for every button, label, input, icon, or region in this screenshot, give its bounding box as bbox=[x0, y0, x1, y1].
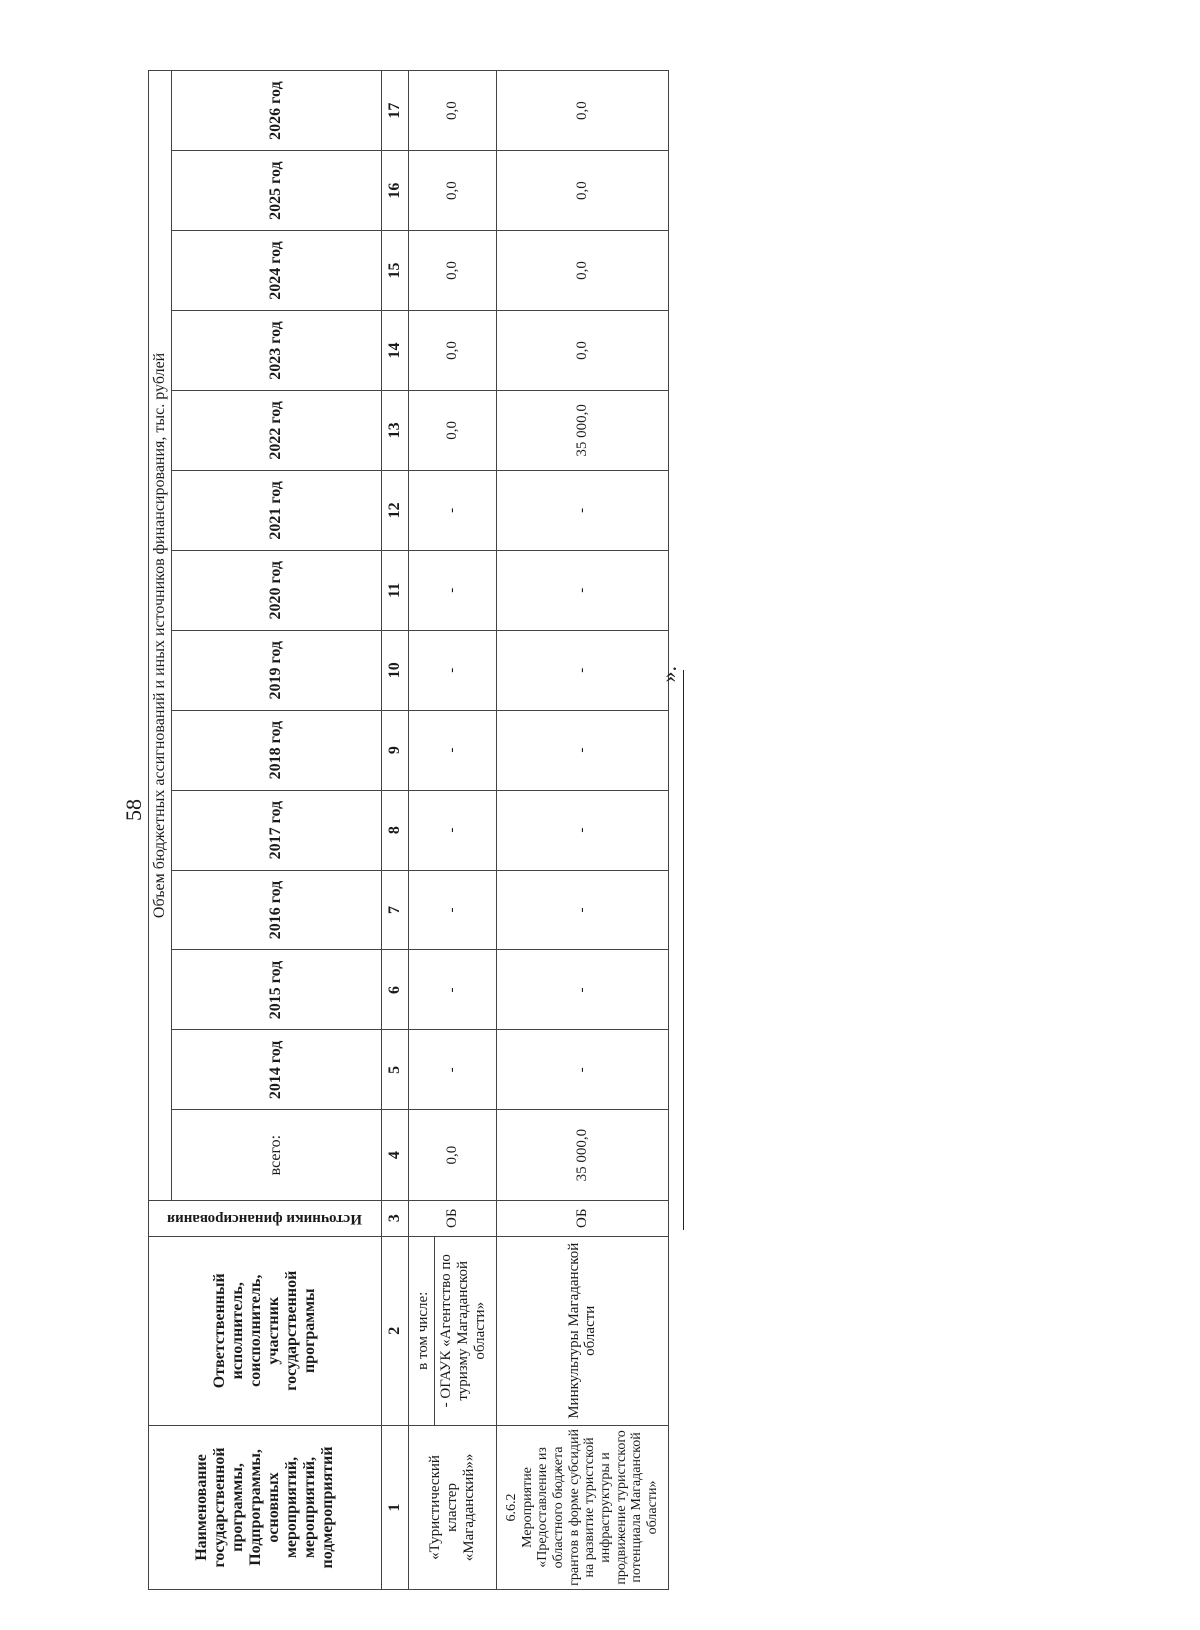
row-value: - bbox=[408, 630, 496, 710]
row-value: 0,0 bbox=[496, 151, 668, 231]
header-year: 2016 год bbox=[171, 870, 381, 950]
row-value: 35 000,0 bbox=[496, 390, 668, 470]
table-row bbox=[408, 71, 496, 1590]
row-value: - bbox=[408, 470, 496, 550]
column-number: 9 bbox=[381, 710, 408, 790]
budget-table bbox=[148, 70, 669, 1590]
column-number: 15 bbox=[381, 231, 408, 311]
closing-quote: ». bbox=[656, 666, 681, 683]
header-year: 2014 год bbox=[171, 1030, 381, 1110]
header-row-1 bbox=[149, 71, 172, 1590]
row-name: «Туристический кластер «Магаданский»» bbox=[408, 1425, 496, 1589]
row-total: 0,0 bbox=[408, 1110, 496, 1200]
table-row bbox=[496, 71, 668, 1590]
row-total: 35 000,0 bbox=[496, 1110, 668, 1200]
page-number: 58 bbox=[121, 799, 146, 821]
column-number: 11 bbox=[381, 550, 408, 630]
row-value: - bbox=[496, 870, 668, 950]
header-year: 2017 год bbox=[171, 790, 381, 870]
header-source: Источники финансирования bbox=[167, 1210, 363, 1227]
column-number: 14 bbox=[381, 311, 408, 391]
row-value: 0,0 bbox=[496, 231, 668, 311]
row-value: - bbox=[496, 1030, 668, 1110]
column-number: 8 bbox=[381, 790, 408, 870]
header-name: Наименование государственной программы, Подпрограммы, основных мероприятий, мероприятий, подмероприятий bbox=[149, 1425, 382, 1589]
row-name: Мероприятие «Предоставление из областного бюджета грантов в форме субсидий на развитие туристской инфраструктуры и продвижение туристского потенциала Магаданской области» bbox=[519, 1429, 661, 1586]
header-volume: Объем бюджетных ассигнований и иных источников финансирования, тыс. рублей bbox=[149, 71, 172, 1201]
column-number: 6 bbox=[381, 950, 408, 1030]
column-number: 2 bbox=[381, 1236, 408, 1425]
header-source-cell bbox=[149, 1200, 382, 1236]
row-source: ОБ bbox=[408, 1200, 496, 1236]
column-number: 10 bbox=[381, 630, 408, 710]
header-year: 2026 год bbox=[171, 71, 381, 151]
closing-rule bbox=[683, 670, 684, 1230]
header-year: 2021 год bbox=[171, 470, 381, 550]
row-value: - bbox=[496, 790, 668, 870]
row-value: - bbox=[408, 710, 496, 790]
header-executor: Ответственный исполнитель, соисполнитель, участник государственной программы bbox=[149, 1236, 382, 1425]
column-number: 4 bbox=[381, 1110, 408, 1200]
closing-line-block bbox=[656, 666, 684, 1230]
column-numbers-row bbox=[381, 71, 408, 1590]
header-year: 2019 год bbox=[171, 630, 381, 710]
row-value: 0,0 bbox=[408, 390, 496, 470]
header-year: 2024 год bbox=[171, 231, 381, 311]
row-executor: - ОГАУК «Агентство по туризму Магаданской области» bbox=[438, 1254, 488, 1408]
rotated-page bbox=[120, 30, 680, 1590]
row-name-cell bbox=[496, 1425, 668, 1589]
row-value: - bbox=[496, 630, 668, 710]
row-source: ОБ bbox=[496, 1200, 668, 1236]
row-executor-cell bbox=[408, 1236, 496, 1425]
column-number: 7 bbox=[381, 870, 408, 950]
row-value: 0,0 bbox=[408, 151, 496, 231]
header-total: всего: bbox=[171, 1110, 381, 1200]
row-value: - bbox=[408, 550, 496, 630]
row-value: - bbox=[408, 870, 496, 950]
header-year: 2022 год bbox=[171, 390, 381, 470]
row-value: 0,0 bbox=[496, 311, 668, 391]
row-value: - bbox=[408, 950, 496, 1030]
header-year: 2015 год bbox=[171, 950, 381, 1030]
column-number: 17 bbox=[381, 71, 408, 151]
header-year: 2020 год bbox=[171, 550, 381, 630]
row-value: 0,0 bbox=[408, 231, 496, 311]
row-value: 0,0 bbox=[408, 71, 496, 151]
row-value: - bbox=[496, 470, 668, 550]
row-value: - bbox=[408, 1030, 496, 1110]
column-number: 12 bbox=[381, 470, 408, 550]
column-number: 1 bbox=[381, 1425, 408, 1589]
row-value: - bbox=[408, 790, 496, 870]
row-value: 0,0 bbox=[496, 71, 668, 151]
row-value: - bbox=[496, 950, 668, 1030]
row-code: 6.6.2 bbox=[504, 1493, 520, 1522]
column-number: 13 bbox=[381, 390, 408, 470]
row-value: - bbox=[496, 710, 668, 790]
header-year: 2023 год bbox=[171, 311, 381, 391]
header-year: 2018 год bbox=[171, 710, 381, 790]
header-year: 2025 год bbox=[171, 151, 381, 231]
row-executor-prefix: в том числе: bbox=[413, 1237, 435, 1425]
row-executor: Минкультуры Магаданской области bbox=[496, 1236, 668, 1425]
column-number: 3 bbox=[381, 1200, 408, 1236]
row-value: 0,0 bbox=[408, 311, 496, 391]
column-number: 5 bbox=[381, 1030, 408, 1110]
row-value: - bbox=[496, 550, 668, 630]
column-number: 16 bbox=[381, 151, 408, 231]
